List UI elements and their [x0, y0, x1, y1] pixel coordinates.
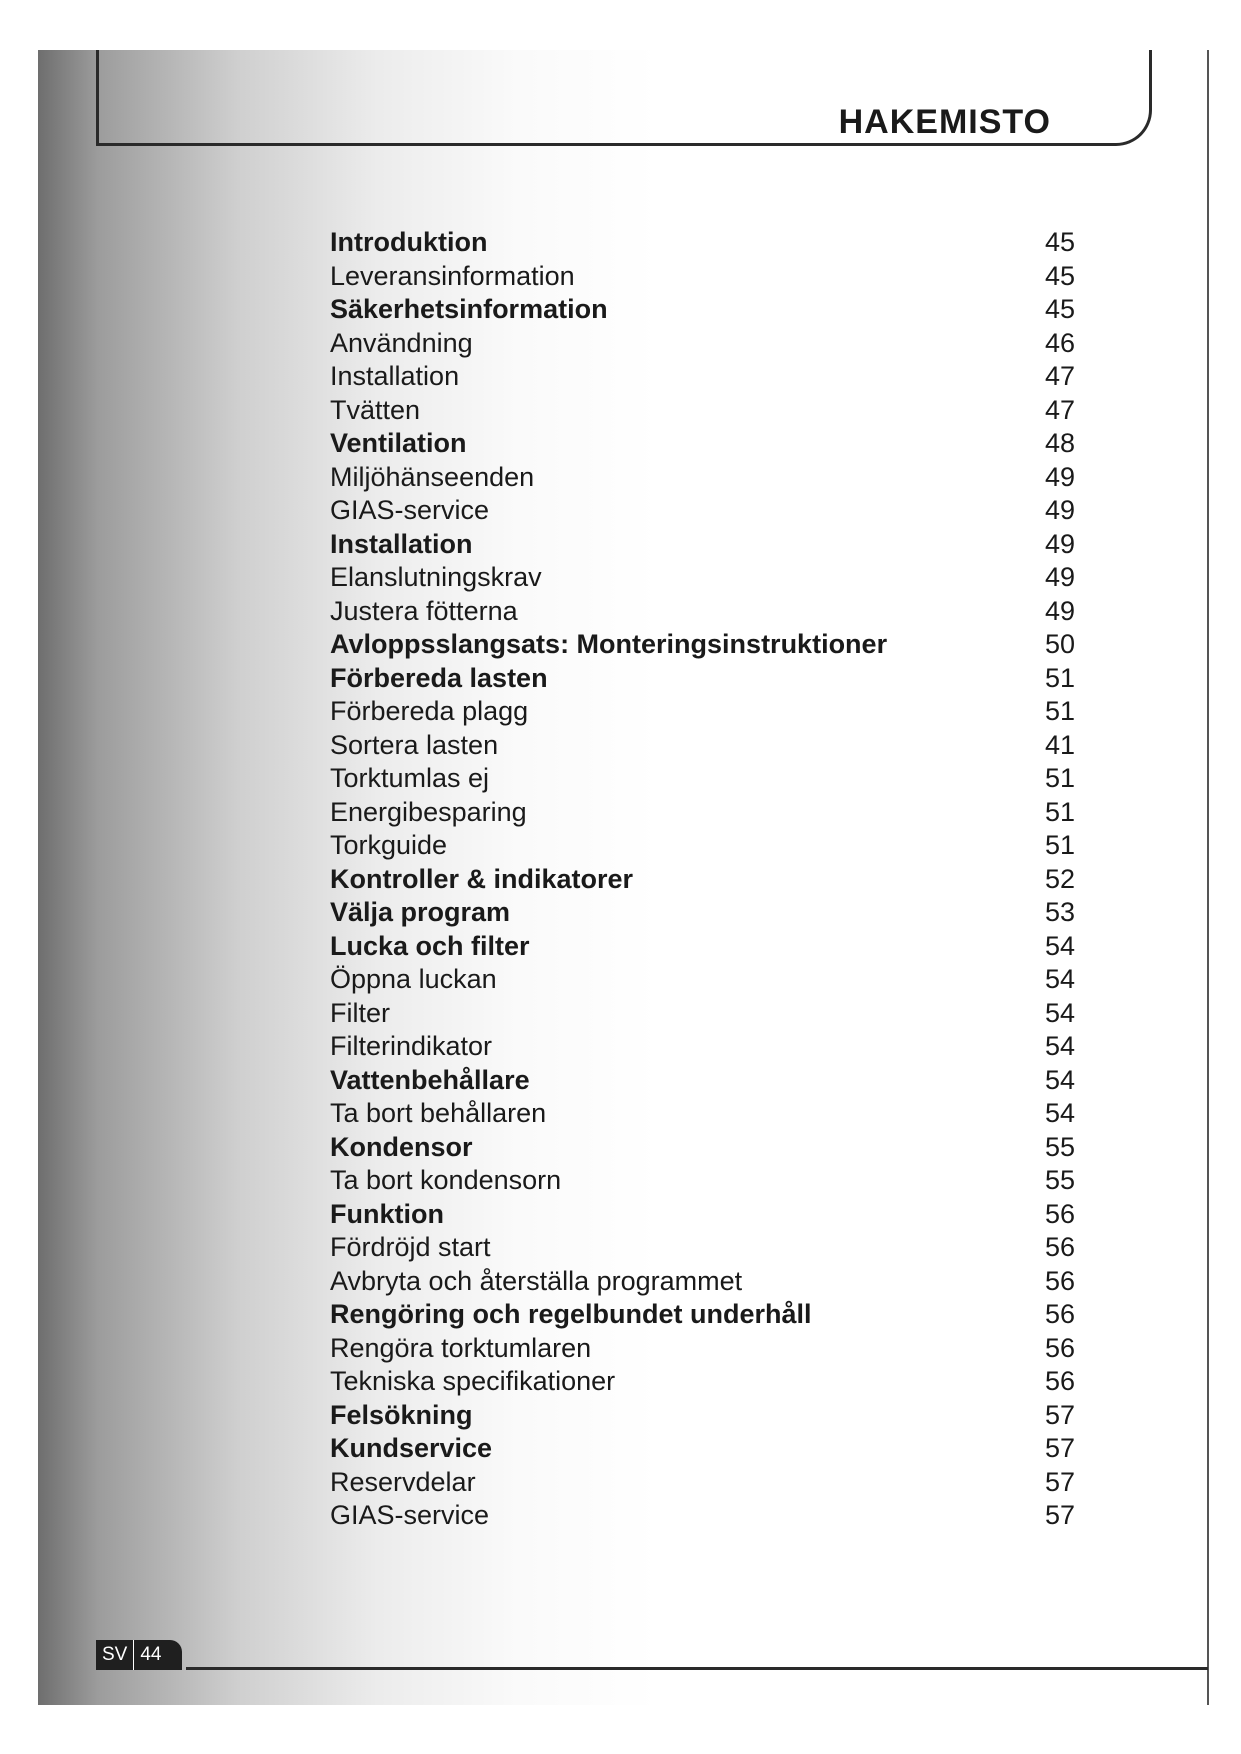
toc-entry-page: 48: [1044, 428, 1075, 458]
toc-entry-title: Sortera lasten: [330, 729, 499, 760]
toc-entry: [330, 1365, 1075, 1399]
language-code: SV: [96, 1640, 134, 1670]
toc-entry-title: Säkerhetsinformation: [330, 294, 608, 324]
toc-entry: [330, 528, 1075, 562]
toc-entry: [330, 561, 1075, 595]
toc-entry-title: Installation: [330, 361, 460, 391]
toc-entry: [330, 662, 1075, 696]
toc-entry: [330, 360, 1075, 394]
toc-entry-page: 49: [1044, 495, 1075, 525]
toc-entry: [330, 1097, 1075, 1131]
toc-entry-page: 51: [1044, 696, 1075, 726]
toc-entry-title: Lucka och filter: [330, 930, 530, 961]
toc-entry-page: 53: [1044, 897, 1075, 927]
toc-entry: [330, 729, 1075, 763]
toc-entry-title: Introduktion: [330, 227, 488, 257]
toc-entry: [330, 1466, 1075, 1500]
page-number: 44: [140, 1644, 162, 1665]
toc-entry: [330, 796, 1075, 830]
toc-entry-page: 51: [1044, 662, 1075, 693]
toc-entry-title: Miljöhänseenden: [330, 461, 535, 492]
toc-entry: [330, 1030, 1075, 1064]
toc-entry: [330, 595, 1075, 629]
toc-entry-title: Ta bort kondensorn: [330, 1165, 562, 1195]
toc-entry-title: Leveransinformation: [330, 260, 575, 291]
toc-entry: [330, 226, 1075, 260]
toc-entry-title: Torkguide: [330, 830, 448, 860]
toc-entry-title: Vattenbehållare: [330, 1064, 530, 1095]
toc-entry-page: 55: [1044, 1165, 1075, 1195]
toc-entry-page: 54: [1044, 1098, 1075, 1128]
toc-entry: [330, 930, 1075, 964]
toc-entry-title: Förbereda lasten: [330, 662, 548, 693]
right-page-rule: [1207, 50, 1209, 1705]
toc-entry-title: Kontroller & indikatorer: [330, 863, 634, 894]
footer-badge: [96, 1640, 182, 1670]
footer-rule: [186, 1667, 1208, 1670]
toc-entry-page: 55: [1044, 1131, 1075, 1162]
toc-entry-title: Filterindikator: [330, 1031, 493, 1061]
table-of-contents: [330, 226, 1075, 1533]
toc-entry-title: Funktion: [330, 1198, 444, 1229]
toc-entry-title: Tekniska specifikationer: [330, 1366, 616, 1396]
toc-entry-page: 57: [1044, 1466, 1075, 1497]
toc-entry: [330, 896, 1075, 930]
toc-entry-title: Förbereda plagg: [330, 696, 529, 726]
toc-entry-page: 57: [1044, 1500, 1075, 1530]
toc-entry-title: Ventilation: [330, 428, 467, 458]
toc-entry: [330, 628, 1075, 662]
toc-entry-title: Öppna luckan: [330, 964, 497, 994]
toc-entry-title: Rengöring och regelbundet underhåll: [330, 1299, 812, 1329]
toc-entry: [330, 1499, 1075, 1533]
toc-entry: [330, 963, 1075, 997]
toc-entry-title: Fördröjd start: [330, 1232, 491, 1262]
toc-entry-page: 54: [1044, 1031, 1075, 1061]
toc-entry: [330, 1332, 1075, 1366]
toc-entry-page: 51: [1044, 830, 1075, 860]
toc-entry-title: Avloppsslangsats: Monteringsinstruktioner: [330, 629, 888, 659]
toc-entry-page: 52: [1044, 863, 1075, 894]
toc-entry: [330, 293, 1075, 327]
toc-entry: [330, 327, 1075, 361]
toc-entry: [330, 394, 1075, 428]
toc-entry-title: Välja program: [330, 897, 511, 927]
toc-entry-title: Energibesparing: [330, 796, 527, 827]
toc-entry: [330, 427, 1075, 461]
toc-entry-title: Tvätten: [330, 394, 421, 425]
toc-entry-title: Användning: [330, 327, 473, 358]
toc-entry: [330, 1064, 1075, 1098]
toc-entry-page: 49: [1044, 595, 1075, 626]
toc-entry-page: 56: [1044, 1198, 1075, 1229]
toc-entry: [330, 1399, 1075, 1433]
toc-entry-page: 56: [1044, 1265, 1075, 1296]
toc-entry-page: 56: [1044, 1299, 1075, 1329]
toc-entry-page: 56: [1044, 1232, 1075, 1262]
toc-entry-title: Justera fötterna: [330, 595, 518, 626]
toc-entry: [330, 829, 1075, 863]
toc-entry-title: Filter: [330, 997, 390, 1028]
toc-entry: [330, 1198, 1075, 1232]
toc-entry-title: Ta bort behållaren: [330, 1098, 547, 1128]
toc-entry: [330, 494, 1075, 528]
toc-entry-page: 57: [1044, 1399, 1075, 1430]
toc-entry-page: 47: [1044, 361, 1075, 391]
toc-entry-page: 51: [1044, 796, 1075, 827]
toc-entry-page: 54: [1044, 1064, 1075, 1095]
toc-entry-title: GIAS-service: [330, 1500, 490, 1530]
toc-entry-title: Kundservice: [330, 1433, 493, 1463]
toc-entry-page: 46: [1044, 327, 1075, 358]
page-title: HAKEMISTO: [838, 103, 1051, 141]
toc-entry-title: Felsökning: [330, 1399, 473, 1430]
toc-entry: [330, 461, 1075, 495]
toc-entry-page: 45: [1044, 227, 1075, 257]
toc-entry-title: GIAS-service: [330, 495, 490, 525]
toc-entry-page: 54: [1044, 997, 1075, 1028]
toc-entry-page: 56: [1044, 1366, 1075, 1396]
toc-entry-page: 50: [1044, 629, 1075, 659]
toc-entry-page: 51: [1044, 763, 1075, 793]
toc-entry-page: 41: [1044, 729, 1075, 760]
toc-entry-title: Elanslutningskrav: [330, 562, 542, 592]
toc-entry-page: 54: [1044, 930, 1075, 961]
toc-entry-page: 49: [1044, 562, 1075, 592]
toc-entry-page: 57: [1044, 1433, 1075, 1463]
toc-entry-page: 56: [1044, 1332, 1075, 1363]
toc-entry-title: Reservdelar: [330, 1466, 476, 1497]
toc-entry: [330, 863, 1075, 897]
toc-entry: [330, 695, 1075, 729]
toc-entry: [330, 1432, 1075, 1466]
toc-entry-page: 45: [1044, 294, 1075, 324]
toc-entry: [330, 1164, 1075, 1198]
toc-entry-page: 54: [1044, 964, 1075, 994]
toc-entry: [330, 1265, 1075, 1299]
toc-entry-page: 49: [1044, 528, 1075, 559]
toc-entry: [330, 997, 1075, 1031]
toc-entry: [330, 1298, 1075, 1332]
toc-entry: [330, 260, 1075, 294]
toc-entry-title: Kondensor: [330, 1131, 473, 1162]
toc-entry: [330, 1131, 1075, 1165]
toc-entry: [330, 762, 1075, 796]
toc-entry-title: Installation: [330, 528, 473, 559]
toc-entry-title: Torktumlas ej: [330, 763, 490, 793]
toc-entry-page: 47: [1044, 394, 1075, 425]
toc-entry: [330, 1231, 1075, 1265]
toc-entry-title: Avbryta och återställa programmet: [330, 1265, 743, 1296]
toc-entry-page: 45: [1044, 260, 1075, 291]
toc-entry-title: Rengöra torktumlaren: [330, 1332, 592, 1363]
toc-entry-page: 49: [1044, 461, 1075, 492]
